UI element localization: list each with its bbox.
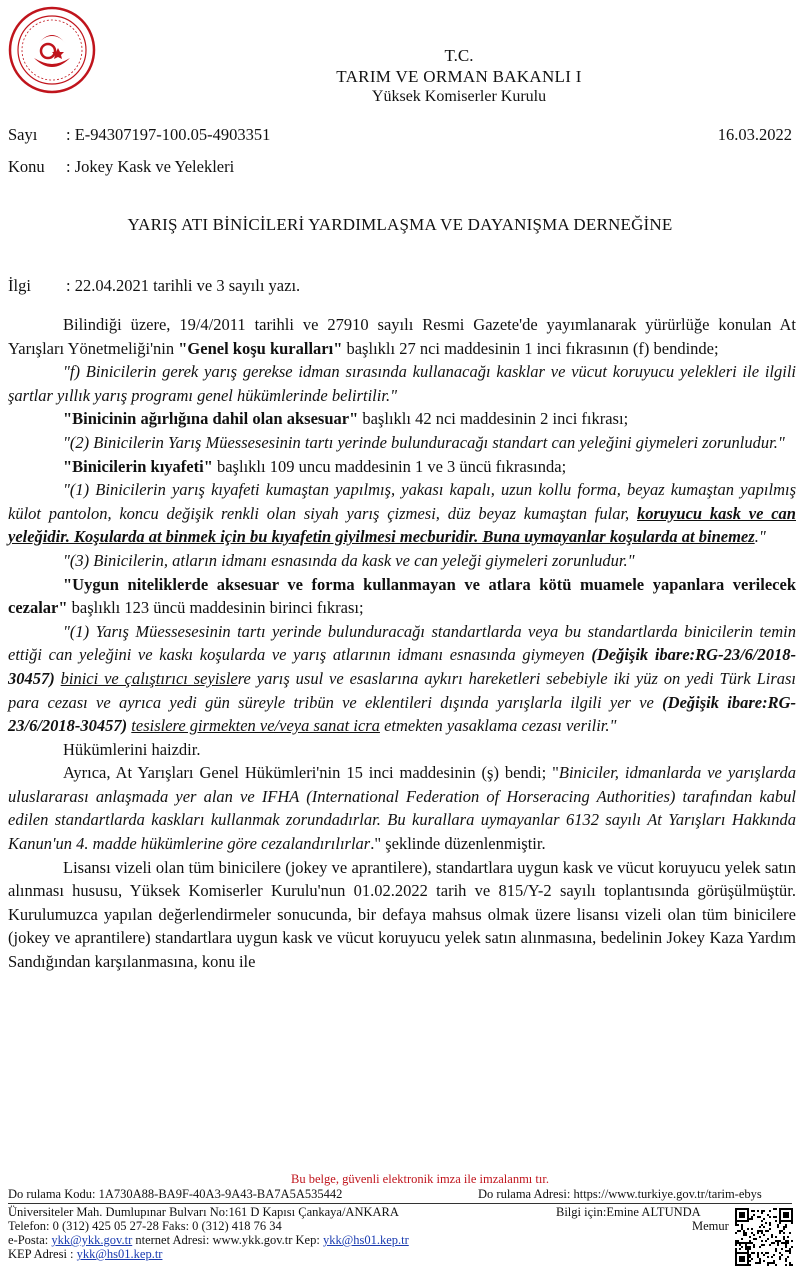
- paragraph: "Binicinin ağırlığına dahil olan aksesuar" başlıklı 42 nci maddesinin 2 inci fıkrası;: [63, 409, 629, 429]
- contact-title: Memur: [692, 1219, 729, 1233]
- ilgi-value: : 22.04.2021 tarihli ve 3 sayılı yazı.: [66, 276, 301, 295]
- address: Üniversiteler Mah. Dumlupınar Bulvarı No:161 D Kapısı Çankaya/ANKARA: [8, 1205, 399, 1219]
- header-ministry: TARIM VE ORMAN BAKANLI I: [336, 67, 582, 86]
- konu-label: Konu: [8, 157, 45, 176]
- quote: "(1) Binicilerin yarış kıyafeti kumaştan yapılmış, yakası kapalı, uzun kollu forma, beyaz kumaştan yapılmış külot pantolon, koncu değişik renkli olan siyah yarış çizmesi, düz beyaz kumaştan fular, koruyucu kask ve can yeleğidir. Koşularda at binmek için bu kıyafetin giyilmesi mecburidir. Buna uymayanlar koşularda at binemez.": [8, 480, 796, 547]
- paragraph: Bilindiği üzere, 19/4/2011 tarihli ve 27910 sayılı Resmi Gazete'de yayımlanarak yürürlüğe konulan At Yarışları Yönetmeliği'nin "Genel koşu kuralları" başlıklı 27 nci maddesinin 1 inci fıkrasının (f) bendinde;: [8, 315, 796, 358]
- phone: Telefon: 0 (312) 425 05 27-28 Faks: 0 (312) 418 76 34: [8, 1219, 282, 1233]
- footer-divider: [8, 1203, 792, 1204]
- letter-body: [8, 313, 796, 974]
- qr-code: [735, 1208, 793, 1266]
- ilgi-label: İlgi: [8, 276, 31, 295]
- recipient: YARIŞ ATI BİNİCİLERİ YARDIMLAŞMA VE DAYANIŞMA DERNEĞİNE: [127, 215, 673, 234]
- email-link[interactable]: ykk@ykk.gov.tr: [51, 1233, 133, 1247]
- kep-line: KEP Adresi : ykk@hs01.kep.tr: [8, 1247, 163, 1261]
- kep-link[interactable]: ykk@hs01.kep.tr: [322, 1233, 409, 1247]
- konu-value: : Jokey Kask ve Yelekleri: [66, 157, 235, 176]
- verification-code: Do rulama Kodu: 1A730A88-BA9F-40A3-9A43-BA7A5A535442: [8, 1187, 343, 1201]
- quote: "(2) Binicilerin Yarış Müessesesinin tartı yerinde bulunduracağı standart can yeleğini giymeleri zorunludur.": [63, 432, 785, 452]
- sayi-value: : E-94307197-100.05-4903351: [66, 125, 271, 144]
- quote: "(3) Binicilerin, atların idmanı esnasında da kask ve can yeleği giymeleri zorunludur.": [63, 550, 635, 570]
- contact-line: e-Posta: ykk@ykk.gov.tr nternet Adresi: www.ykk.gov.tr Kep: ykk@hs01.kep.tr: [8, 1233, 409, 1247]
- paragraph: "Uygun niteliklerde aksesuar ve forma kullanmayan ve atlara kötü muamele yapanlara verilecek cezalar" başlıklı 123 üncü maddesinin birinci fıkrası;: [8, 574, 796, 618]
- header-board: Yüksek Komiserler Kurulu: [371, 88, 547, 105]
- header-tc: T.C.: [444, 46, 474, 65]
- quote: "f) Binicilerin gerek yarış gerekse idman sırasında kullanacağı kasklar ve vücut koruyucu yelekleri ile ilgili şartlar yıllık yarış programı genel hükümlerinde belirtilir.": [8, 362, 796, 405]
- document-date: 16.03.2022: [717, 125, 792, 144]
- esign-notice: Bu belge, güvenli elektronik imza ile imzalanmı tır.: [291, 1172, 549, 1186]
- contact-person: Bilgi için:Emine ALTUNDA: [556, 1205, 701, 1219]
- paragraph: Lisansı vizeli olan tüm binicilere (jokey ve aprantilere), standartlara uygun kask ve vücut koruyucu yelek satın alınması hususu, Yüksek Komiserler Kurulu'nun 01.02.2022 tarih ve 815/Y-2 sayılı toplantısında görüşülmüştür. Kurulumuzca yapılan değerlendirmeler sonucunda, bir defaya mahsus olmak üzere lisansı vizeli olan tüm binicilere (jokey ve aprantilere) standartlara uygun kask ve vücut koruyucu yelek satın alınmasına, bedelinin Jokey Kaza Yardım Sandığından karşılanmasına, konu ile: [8, 857, 796, 972]
- quote: "(1) Yarış Müessesesinin tartı yerinde bulunduracağı standartlarda veya bu standartlarda binicilerin temin ettiği can yeleğini ve kaskı koşularda ve yarış atlarının idmanı esnasında giymeyen (Değişik ibare:RG-23/6/2018-30457) binici ve çalıştırıcı seyislere yarış usul ve esaslarına aykırı hareketleri sebebiyle iki yüz on yedi Türk Lirası para cezası ve ayrıca yedi gün süreyle tribün ve eklentileri dışında yarışlarla ilgili yer ve (Değişik ibare:RG-23/6/2018-30457) tesislere girmekten ve/veya sanat icra etmekten yasaklama cezası verilir.": [8, 621, 797, 736]
- paragraph: Ayrıca, At Yarışları Genel Hükümleri'nin 15 inci maddesinin (ş) bendi; "Biniciler, idmanlarda ve yarışlarda uluslararası anlaşmada yer alan ve IFHA (International Federation of Horseracing Authorities) tarafından kabul edilen standartlarda kaskları kullanmak zorundadırlar. Bu kurallara uymayanlar 6132 sayılı At Yarışları Hakkında Kanun'un 4. madde hükümlerine göre cezalandırılırlar." şeklinde düzenlenmiştir.: [8, 763, 796, 854]
- paragraph: Hükümlerini haizdir.: [63, 739, 201, 759]
- sayi-label: Sayı: [8, 125, 38, 144]
- paragraph: "Binicilerin kıyafeti" başlıklı 109 uncu maddesinin 1 ve 3 üncü fıkrasında;: [63, 456, 567, 476]
- kep-address-link[interactable]: ykk@hs01.kep.tr: [76, 1247, 163, 1261]
- verification-address[interactable]: Do rulama Adresi: https://www.turkiye.gov.tr/tarim-ebys: [478, 1187, 762, 1201]
